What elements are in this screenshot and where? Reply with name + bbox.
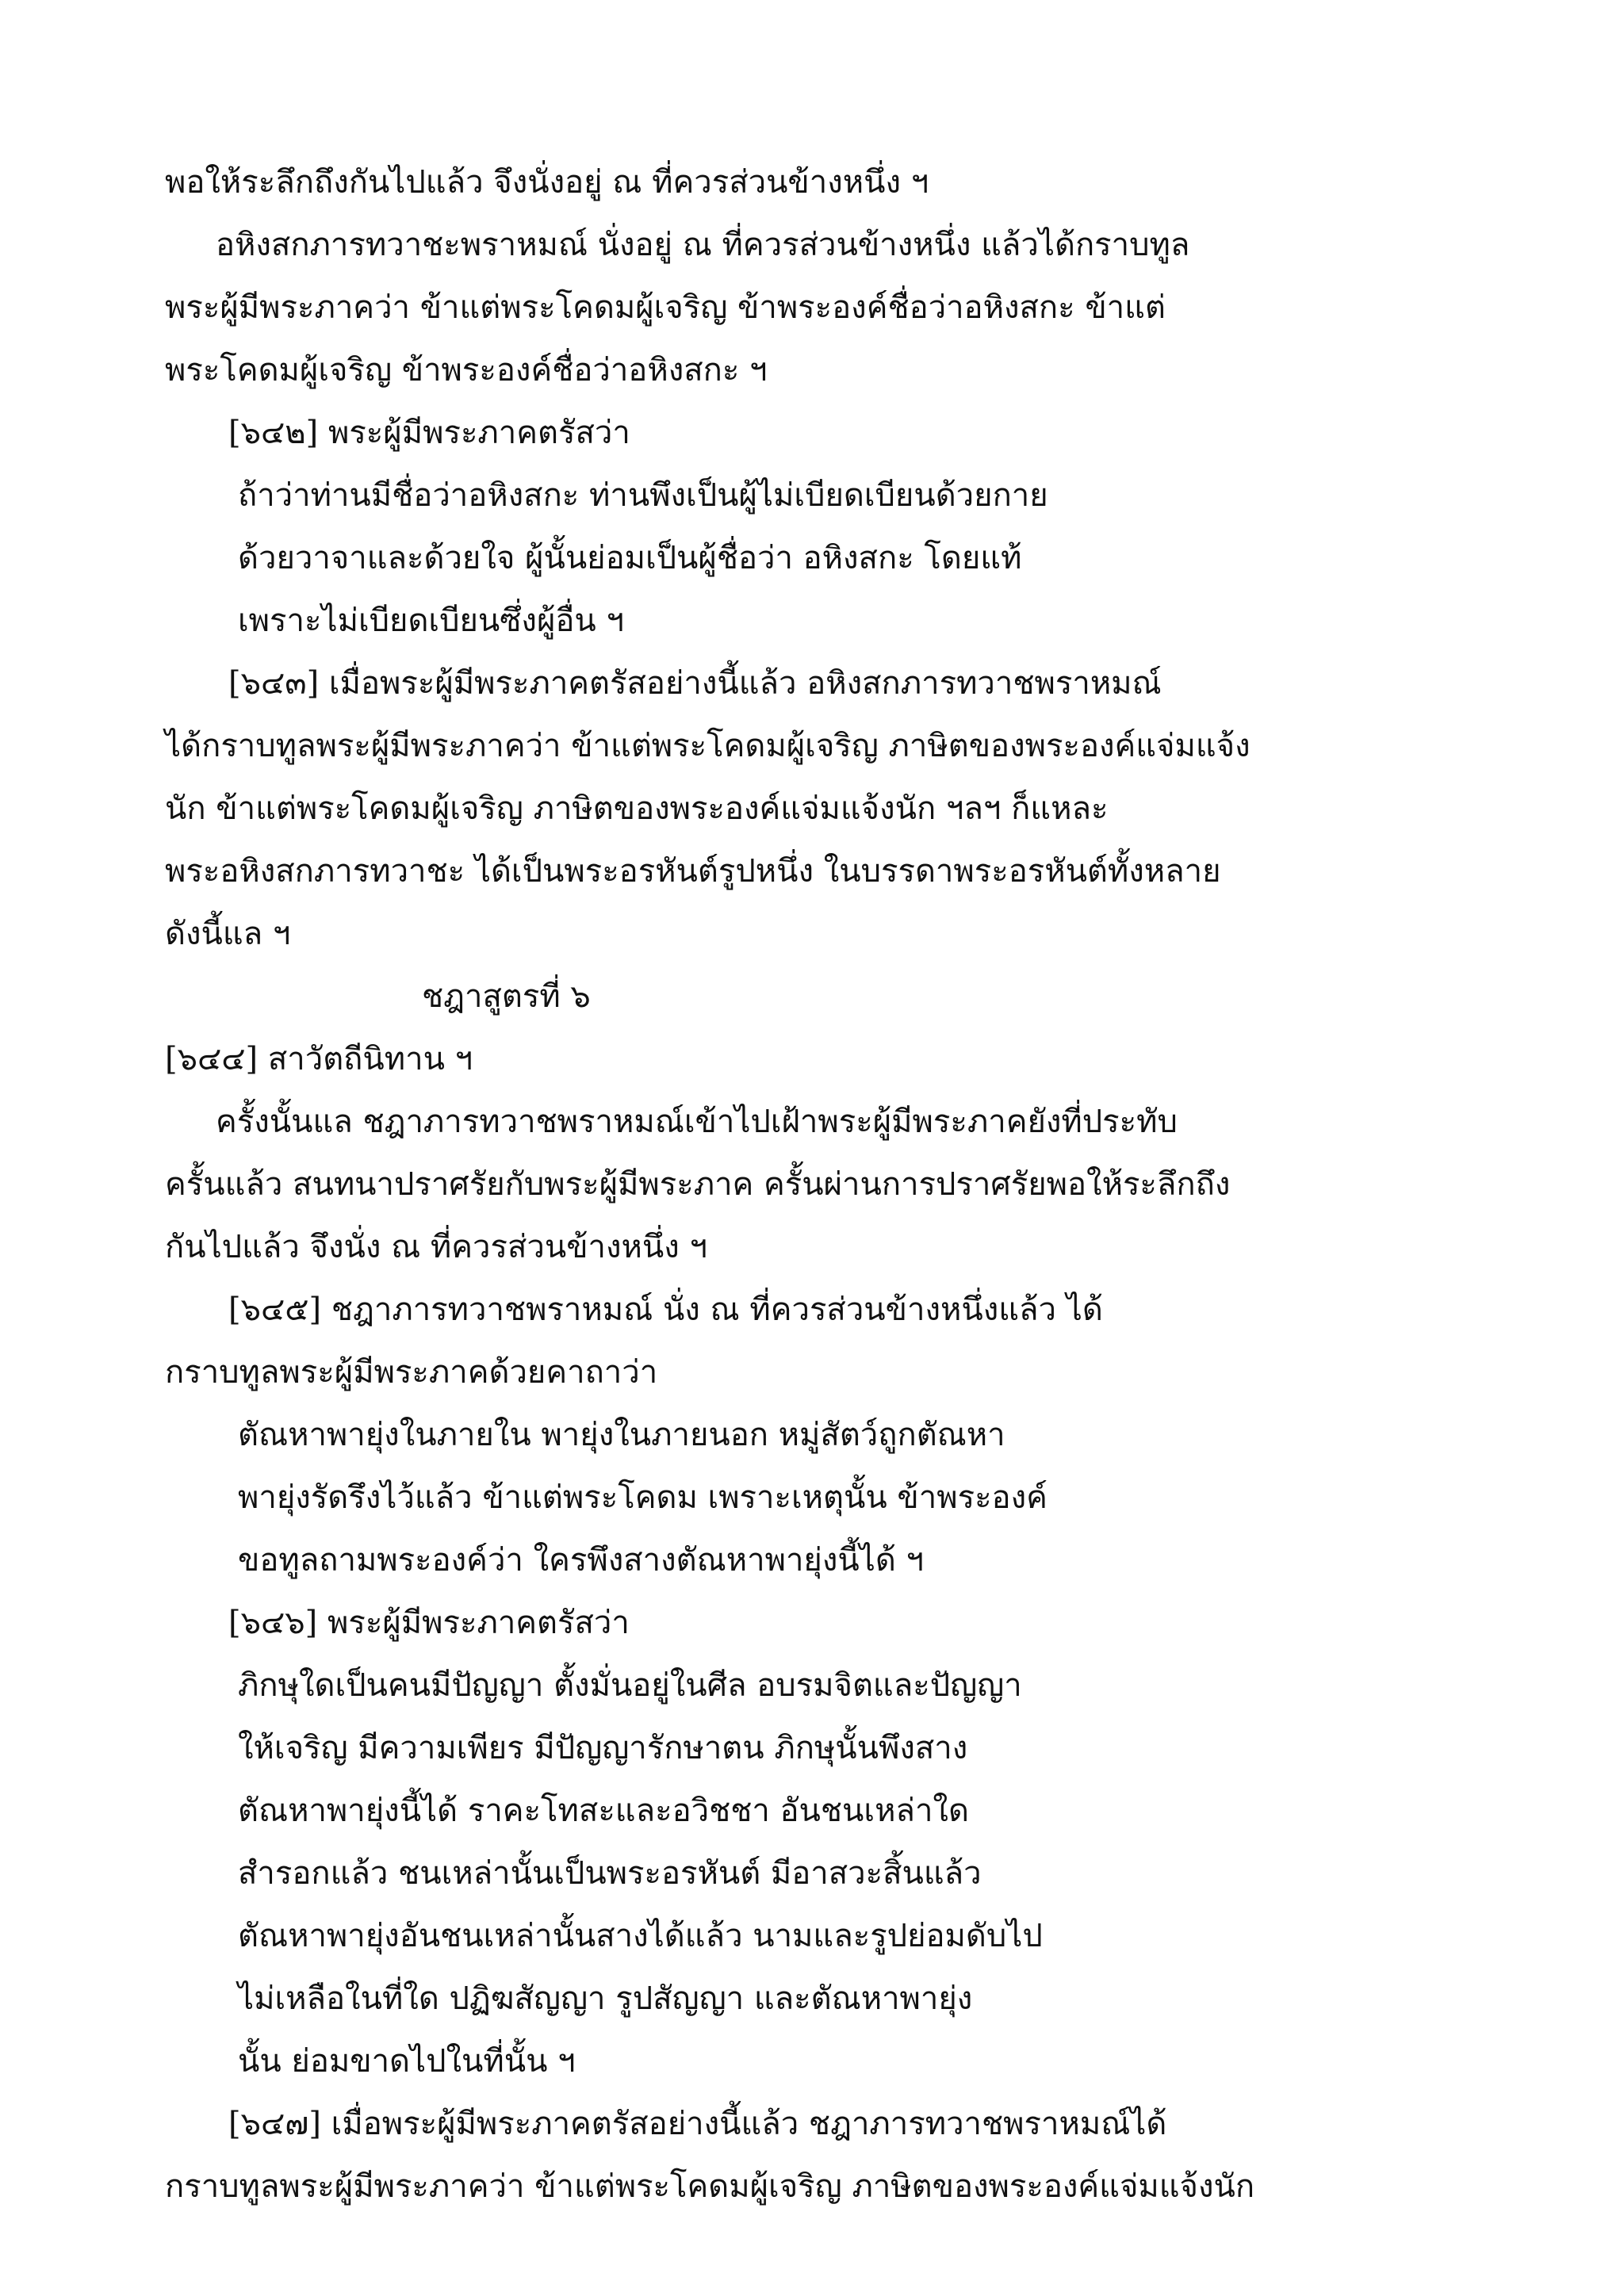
text-line: [๖๔๔] สาวัตถีนิทาน ฯ (165, 1041, 473, 1077)
text-line: พอให้ระลึกถึงกันไปแล้ว จึงนั่งอยู่ ณ ที่ควรส่วนข้างหนึ่ง ฯ (165, 164, 929, 201)
text-line: นัก ข้าแต่พระโคดมผู้เจริญ ภาษิตของพระองค์แจ่มแจ้งนัก ฯลฯ ก็แหละ (165, 790, 1109, 827)
text-line: ด้วยวาจาและด้วยใจ ผู้นั้นย่อมเป็นผู้ชื่อว่า อหิงสกะ โดยแท้ (238, 540, 1022, 576)
text-line: ได้กราบทูลพระผู้มีพระภาคว่า ข้าแต่พระโคดมผู้เจริญ ภาษิตของพระองค์แจ่มแจ้ง (165, 728, 1251, 764)
text-line: นั้น ย่อมขาดไปในที่นั้น ฯ (238, 2043, 576, 2080)
text-line: กราบทูลพระผู้มีพระภาคด้วยคาถาว่า (165, 1354, 658, 1391)
text-line: กันไปแล้ว จึงนั่ง ณ ที่ควรส่วนข้างหนึ่ง ฯ (165, 1229, 707, 1265)
text-line: สำรอกแล้ว ชนเหล่านั้นเป็นพระอรหันต์ มีอาสวะสิ้นแล้ว (238, 1855, 982, 1892)
text-line: [๖๔๓] เมื่อพระผู้มีพระภาคตรัสอย่างนี้แล้ว อหิงสกภารทวาชพราหมณ์ (228, 665, 1162, 702)
text-line: ครั้งนั้นแล ชฎาภารทวาชพราหมณ์เข้าไปเฝ้าพระผู้มีพระภาคยังที่ประทับ (216, 1104, 1178, 1140)
text-line: [๖๔๒] พระผู้มีพระภาคตรัสว่า (228, 415, 630, 451)
text-line: [๖๔๖] พระผู้มีพระภาคตรัสว่า (228, 1605, 630, 1641)
text-line: ตัณหาพายุ่งนี้ได้ ราคะโทสะและอวิชชา อันชนเหล่าใด (238, 1793, 969, 1829)
text-line: [๖๔๗] เมื่อพระผู้มีพระภาคตรัสอย่างนี้แล้ว ชฎาภารทวาชพราหมณ์ได้ (228, 2106, 1167, 2142)
text-line: ครั้นแล้ว สนทนาปราศรัยกับพระผู้มีพระภาค ครั้นผ่านการปราศรัยพอให้ระลึกถึง (165, 1166, 1231, 1203)
text-line: อหิงสกภารทวาชะพราหมณ์ นั่งอยู่ ณ ที่ควรส่วนข้างหนึ่ง แล้วได้กราบทูล (216, 227, 1190, 263)
section-heading: ชฎาสูตรที่ ๖ (422, 978, 591, 1015)
text-line: ดังนี้แล ฯ (165, 916, 291, 952)
text-line: พายุ่งรัดรึงไว้แล้ว ข้าแต่พระโคดม เพราะเหตุนั้น ข้าพระองค์ (238, 1479, 1048, 1516)
text-line: [๖๔๕] ชฎาภารทวาชพราหมณ์ นั่ง ณ ที่ควรส่วนข้างหนึ่งแล้ว ได้ (228, 1292, 1103, 1328)
text-line: กราบทูลพระผู้มีพระภาคว่า ข้าแต่พระโคดมผู้เจริญ ภาษิตของพระองค์แจ่มแจ้งนัก (165, 2168, 1255, 2205)
text-line: ไม่เหลือในที่ใด ปฏิฆสัญญา รูปสัญญา และตัณหาพายุ่ง (238, 1980, 973, 2017)
text-line: พระโคดมผู้เจริญ ข้าพระองค์ชื่อว่าอหิงสกะ ฯ (165, 352, 768, 388)
text-line: ให้เจริญ มีความเพียร มีปัญญารักษาตน ภิกษุนั้นพึงสาง (238, 1730, 968, 1766)
text-line: ภิกษุใดเป็นคนมีปัญญา ตั้งมั่นอยู่ในศีล อบรมจิตและปัญญา (238, 1667, 1022, 1704)
text-line: ขอทูลถามพระองค์ว่า ใครพึงสางตัณหาพายุ่งนี้ได้ ฯ (238, 1542, 924, 1578)
text-line: ตัณหาพายุ่งอันชนเหล่านั้นสางได้แล้ว นามและรูปย่อมดับไป (238, 1918, 1043, 1954)
text-line: ถ้าว่าท่านมีชื่อว่าอหิงสกะ ท่านพึงเป็นผู้ไม่เบียดเบียนด้วยกาย (238, 477, 1048, 514)
text-line: ตัณหาพายุ่งในภายใน พายุ่งในภายนอก หมู่สัตว์ถูกตัณหา (238, 1417, 1005, 1453)
text-line: เพราะไม่เบียดเบียนซึ่งผู้อื่น ฯ (238, 603, 624, 639)
text-line: พระผู้มีพระภาคว่า ข้าแต่พระโคดมผู้เจริญ ข้าพระองค์ชื่อว่าอหิงสกะ ข้าแต่ (165, 289, 1166, 326)
text-line: พระอหิงสกภารทวาชะ ได้เป็นพระอรหันต์รูปหนึ่ง ในบรรดาพระอรหันต์ทั้งหลาย (165, 853, 1221, 890)
